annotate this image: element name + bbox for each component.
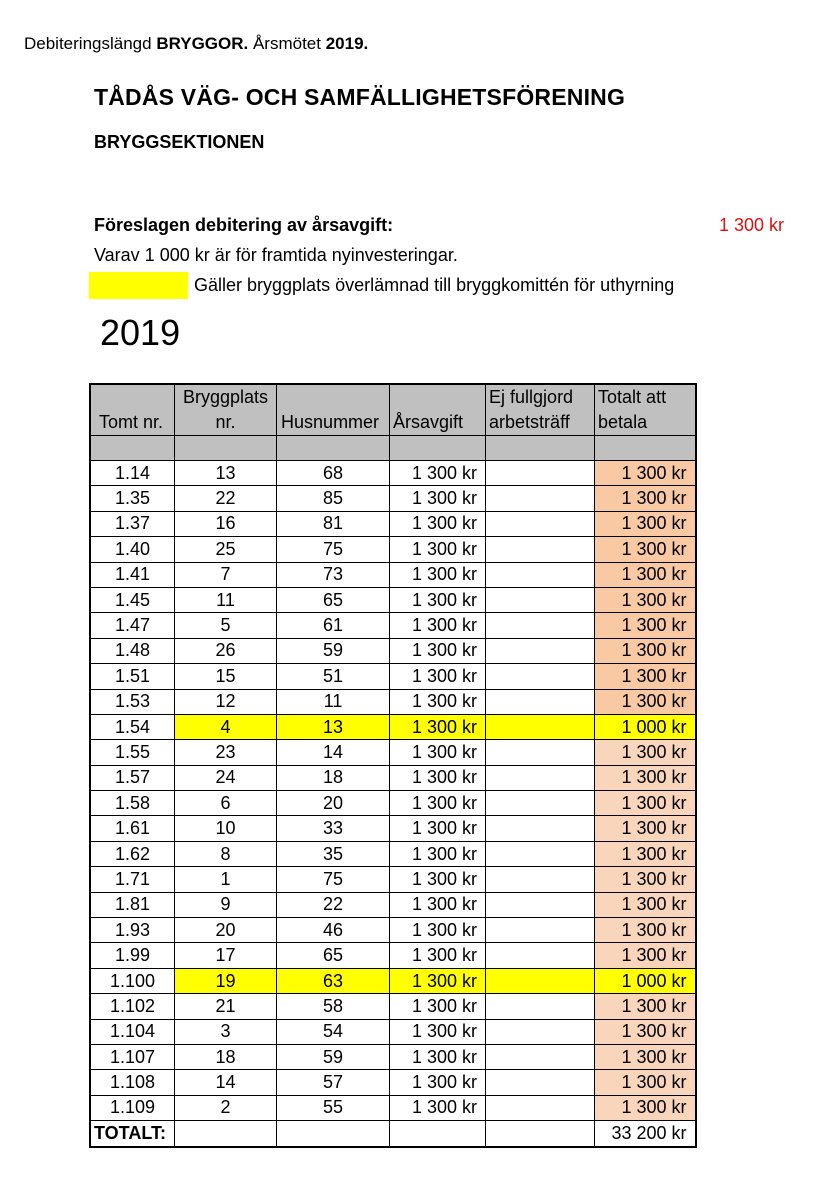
cell-dock-number: 12	[174, 689, 276, 714]
year-label: 2019	[100, 312, 181, 353]
cell-house-number: 81	[277, 511, 390, 536]
cell-total-due: 1 300 kr	[595, 994, 696, 1019]
cell-lot-number: 1.102	[90, 994, 174, 1019]
cell-total-due: 1 300 kr	[595, 918, 696, 943]
cell-annual-fee: 1 300 kr	[390, 1044, 486, 1069]
cell-dock-number: 1	[174, 867, 276, 892]
cell-house-number: 51	[277, 664, 390, 689]
cell-house-number: 55	[277, 1095, 390, 1120]
cell-house-number: 22	[277, 892, 390, 917]
table-row	[90, 587, 696, 612]
table-row	[90, 867, 696, 892]
cell-annual-fee: 1 300 kr	[390, 816, 486, 841]
section-title: BRYGGSEKTIONEN	[94, 132, 265, 152]
cell-lot-number: 1.57	[90, 765, 174, 790]
cell-dock-number: 16	[174, 511, 276, 536]
cell-lot-number: 1.100	[90, 968, 174, 993]
cell-dock-number: 13	[174, 461, 276, 486]
table-row	[90, 1070, 696, 1095]
cell-total-due: 1 300 kr	[595, 461, 696, 486]
cell-work-duty	[486, 740, 595, 765]
cell-work-duty	[486, 841, 595, 866]
cell-work-duty	[486, 994, 595, 1019]
cell-annual-fee: 1 300 kr	[390, 943, 486, 968]
cell-dock-number: 21	[174, 994, 276, 1019]
heading-meeting: Årsmötet	[248, 34, 326, 53]
cell-annual-fee: 1 300 kr	[390, 968, 486, 993]
cell-dock-number: 10	[174, 816, 276, 841]
heading-category: BRYGGOR.	[156, 34, 249, 53]
table-row	[90, 943, 696, 968]
cell-work-duty	[486, 816, 595, 841]
cell-dock-number: 15	[174, 664, 276, 689]
cell-total-due: 1 300 kr	[595, 511, 696, 536]
cell-lot-number: 1.45	[90, 587, 174, 612]
cell-lot-number: 1.104	[90, 1019, 174, 1044]
cell-dock-number: 22	[174, 486, 276, 511]
cell-work-duty	[486, 943, 595, 968]
cell-work-duty	[486, 613, 595, 638]
cell-dock-number: 26	[174, 638, 276, 663]
header-spacer-row	[90, 436, 696, 461]
cell-total-due: 1 300 kr	[595, 765, 696, 790]
cell-annual-fee: 1 300 kr	[390, 1095, 486, 1120]
table-row	[90, 1044, 696, 1069]
cell-house-number: 11	[277, 689, 390, 714]
cell-work-duty	[486, 1044, 595, 1069]
cell-annual-fee: 1 300 kr	[390, 1019, 486, 1044]
table-row	[90, 562, 696, 587]
cell-lot-number: 1.55	[90, 740, 174, 765]
cell-work-duty	[486, 968, 595, 993]
cell-total-due: 1 300 kr	[595, 537, 696, 562]
table-row	[90, 664, 696, 689]
cell-annual-fee: 1 300 kr	[390, 740, 486, 765]
cell-annual-fee: 1 300 kr	[390, 765, 486, 790]
cell-total-due: 1 300 kr	[595, 791, 696, 816]
cell-house-number: 75	[277, 867, 390, 892]
proposed-fee-value: 1 300 kr	[718, 215, 784, 235]
cell-dock-number: 19	[174, 968, 276, 993]
cell-annual-fee: 1 300 kr	[390, 461, 486, 486]
heading-year: 2019.	[325, 34, 369, 53]
cell-house-number: 14	[277, 740, 390, 765]
investment-note: Varav 1 000 kr är för framtida nyinvesteringar.	[94, 245, 458, 265]
cell-dock-number: 7	[174, 562, 276, 587]
cell-annual-fee: 1 300 kr	[390, 486, 486, 511]
cell-dock-number: 24	[174, 765, 276, 790]
cell-house-number: 85	[277, 486, 390, 511]
cell-total-due: 1 300 kr	[595, 1019, 696, 1044]
cell-total-due: 1 300 kr	[595, 689, 696, 714]
cell-house-number: 65	[277, 587, 390, 612]
table-row	[90, 1095, 696, 1120]
cell-work-duty	[486, 689, 595, 714]
billing-table	[89, 383, 697, 1148]
cell-total-due: 1 300 kr	[595, 486, 696, 511]
cell-work-duty	[486, 918, 595, 943]
cell-dock-number: 23	[174, 740, 276, 765]
table-row	[90, 841, 696, 866]
table-row	[90, 968, 696, 993]
table-row	[90, 816, 696, 841]
table-row	[90, 892, 696, 917]
organization-title: TÅDÅS VÄG- OCH SAMFÄLLIGHETSFÖRENING	[94, 84, 626, 110]
cell-house-number: 35	[277, 841, 390, 866]
cell-house-number: 13	[277, 714, 390, 739]
cell-annual-fee: 1 300 kr	[390, 867, 486, 892]
cell-lot-number: 1.81	[90, 892, 174, 917]
cell-annual-fee: 1 300 kr	[390, 918, 486, 943]
cell-work-duty	[486, 511, 595, 536]
cell-house-number: 57	[277, 1070, 390, 1095]
cell-total-due: 1 300 kr	[595, 664, 696, 689]
cell-total-due: 1 000 kr	[595, 968, 696, 993]
table-row	[90, 1019, 696, 1044]
cell-annual-fee: 1 300 kr	[390, 892, 486, 917]
cell-house-number: 59	[277, 1044, 390, 1069]
cell-dock-number: 9	[174, 892, 276, 917]
total-row	[90, 1121, 696, 1147]
header-work-duty: Ej fullgjord arbetsträff	[486, 384, 595, 436]
cell-lot-number: 1.35	[90, 486, 174, 511]
cell-house-number: 61	[277, 613, 390, 638]
cell-lot-number: 1.108	[90, 1070, 174, 1095]
total-label: TOTALT:	[90, 1121, 174, 1147]
table-body	[90, 461, 696, 1121]
cell-house-number: 59	[277, 638, 390, 663]
header-dock-number: Bryggplats nr.	[174, 384, 276, 436]
table-row	[90, 689, 696, 714]
cell-total-due: 1 300 kr	[595, 1095, 696, 1120]
legend-highlight-swatch	[89, 272, 188, 299]
cell-work-duty	[486, 486, 595, 511]
cell-work-duty	[486, 1070, 595, 1095]
document-heading	[24, 34, 368, 54]
cell-annual-fee: 1 300 kr	[390, 511, 486, 536]
cell-house-number: 18	[277, 765, 390, 790]
cell-annual-fee: 1 300 kr	[390, 562, 486, 587]
cell-annual-fee: 1 300 kr	[390, 689, 486, 714]
cell-lot-number: 1.71	[90, 867, 174, 892]
cell-annual-fee: 1 300 kr	[390, 537, 486, 562]
cell-total-due: 1 300 kr	[595, 1070, 696, 1095]
cell-annual-fee: 1 300 kr	[390, 994, 486, 1019]
cell-total-due: 1 300 kr	[595, 638, 696, 663]
cell-total-due: 1 300 kr	[595, 816, 696, 841]
cell-work-duty	[486, 587, 595, 612]
table-header-row	[90, 384, 696, 436]
table-row	[90, 994, 696, 1019]
cell-lot-number: 1.53	[90, 689, 174, 714]
cell-total-due: 1 300 kr	[595, 1044, 696, 1069]
table-row	[90, 765, 696, 790]
cell-house-number: 65	[277, 943, 390, 968]
cell-dock-number: 4	[174, 714, 276, 739]
table-row	[90, 511, 696, 536]
cell-lot-number: 1.51	[90, 664, 174, 689]
table-row	[90, 714, 696, 739]
header-annual-fee: Årsavgift	[390, 384, 486, 436]
table-row	[90, 613, 696, 638]
cell-house-number: 68	[277, 461, 390, 486]
cell-dock-number: 11	[174, 587, 276, 612]
cell-total-due: 1 000 kr	[595, 714, 696, 739]
cell-work-duty	[486, 638, 595, 663]
cell-total-due: 1 300 kr	[595, 740, 696, 765]
cell-dock-number: 3	[174, 1019, 276, 1044]
heading-prefix: Debiteringslängd	[24, 34, 157, 53]
table-row	[90, 638, 696, 663]
cell-annual-fee: 1 300 kr	[390, 587, 486, 612]
cell-dock-number: 5	[174, 613, 276, 638]
cell-annual-fee: 1 300 kr	[390, 613, 486, 638]
cell-house-number: 73	[277, 562, 390, 587]
cell-total-due: 1 300 kr	[595, 841, 696, 866]
cell-work-duty	[486, 791, 595, 816]
cell-work-duty	[486, 562, 595, 587]
cell-lot-number: 1.47	[90, 613, 174, 638]
table-row	[90, 486, 696, 511]
table-row	[90, 791, 696, 816]
cell-lot-number: 1.109	[90, 1095, 174, 1120]
cell-work-duty	[486, 765, 595, 790]
cell-work-duty	[486, 1095, 595, 1120]
cell-work-duty	[486, 867, 595, 892]
cell-annual-fee: 1 300 kr	[390, 714, 486, 739]
cell-lot-number: 1.99	[90, 943, 174, 968]
cell-total-due: 1 300 kr	[595, 562, 696, 587]
cell-lot-number: 1.93	[90, 918, 174, 943]
header-lot-number: Tomt nr.	[90, 384, 174, 436]
table-row	[90, 537, 696, 562]
cell-lot-number: 1.14	[90, 461, 174, 486]
cell-dock-number: 6	[174, 791, 276, 816]
header-total-due: Totalt att betala	[595, 384, 696, 436]
cell-dock-number: 17	[174, 943, 276, 968]
cell-total-due: 1 300 kr	[595, 867, 696, 892]
cell-house-number: 75	[277, 537, 390, 562]
cell-annual-fee: 1 300 kr	[390, 638, 486, 663]
table-row	[90, 461, 696, 486]
cell-lot-number: 1.37	[90, 511, 174, 536]
cell-lot-number: 1.107	[90, 1044, 174, 1069]
cell-total-due: 1 300 kr	[595, 613, 696, 638]
cell-annual-fee: 1 300 kr	[390, 664, 486, 689]
cell-total-due: 1 300 kr	[595, 892, 696, 917]
cell-house-number: 58	[277, 994, 390, 1019]
cell-lot-number: 1.58	[90, 791, 174, 816]
cell-work-duty	[486, 714, 595, 739]
table-row	[90, 918, 696, 943]
cell-dock-number: 20	[174, 918, 276, 943]
cell-work-duty	[486, 461, 595, 486]
cell-lot-number: 1.41	[90, 562, 174, 587]
cell-work-duty	[486, 1019, 595, 1044]
cell-dock-number: 8	[174, 841, 276, 866]
cell-house-number: 54	[277, 1019, 390, 1044]
cell-lot-number: 1.61	[90, 816, 174, 841]
cell-dock-number: 2	[174, 1095, 276, 1120]
cell-house-number: 33	[277, 816, 390, 841]
table-row	[90, 740, 696, 765]
cell-house-number: 20	[277, 791, 390, 816]
cell-lot-number: 1.40	[90, 537, 174, 562]
grand-total: 33 200 kr	[595, 1121, 696, 1147]
cell-house-number: 46	[277, 918, 390, 943]
legend-text: Gäller bryggplats överlämnad till bryggkomittén för uthyrning	[194, 275, 675, 295]
cell-lot-number: 1.62	[90, 841, 174, 866]
cell-dock-number: 18	[174, 1044, 276, 1069]
cell-lot-number: 1.54	[90, 714, 174, 739]
cell-dock-number: 25	[174, 537, 276, 562]
cell-work-duty	[486, 892, 595, 917]
cell-annual-fee: 1 300 kr	[390, 1070, 486, 1095]
cell-total-due: 1 300 kr	[595, 587, 696, 612]
cell-house-number: 63	[277, 968, 390, 993]
cell-work-duty	[486, 664, 595, 689]
cell-annual-fee: 1 300 kr	[390, 791, 486, 816]
cell-total-due: 1 300 kr	[595, 943, 696, 968]
cell-dock-number: 14	[174, 1070, 276, 1095]
proposed-fee-label: Föreslagen debitering av årsavgift:	[94, 215, 394, 235]
cell-lot-number: 1.48	[90, 638, 174, 663]
cell-work-duty	[486, 537, 595, 562]
cell-annual-fee: 1 300 kr	[390, 841, 486, 866]
header-house-number: Husnummer	[277, 384, 390, 436]
